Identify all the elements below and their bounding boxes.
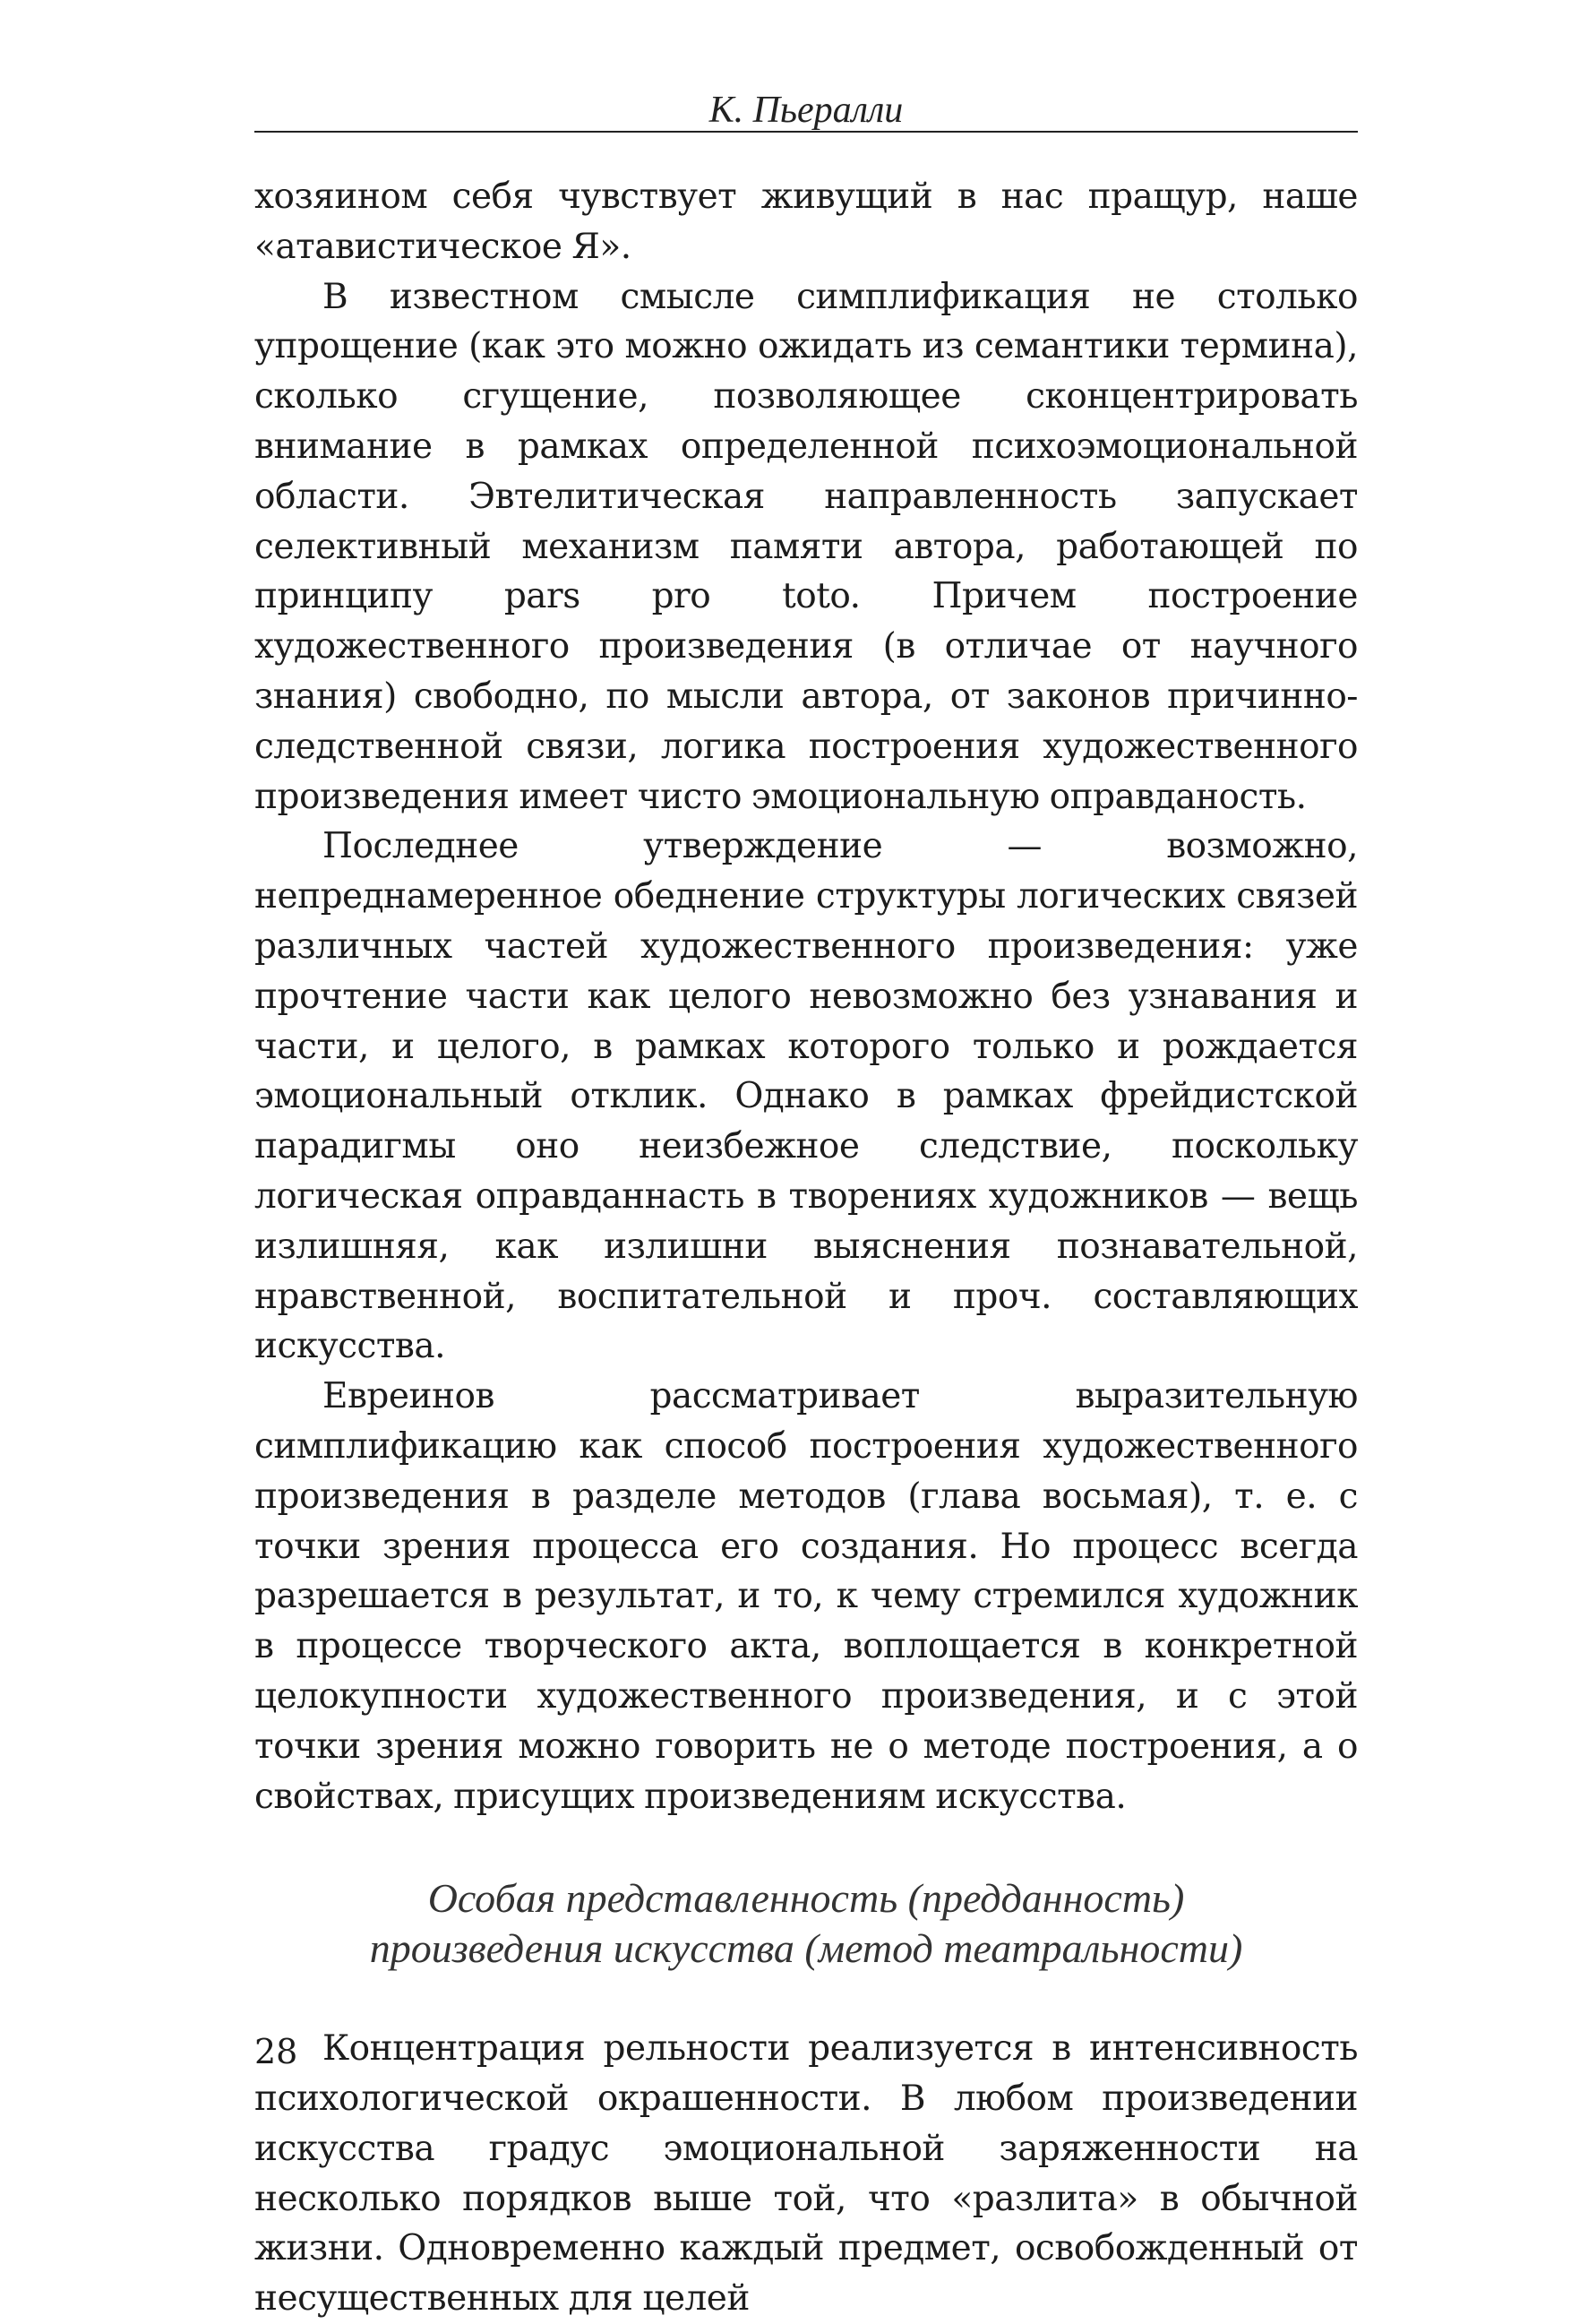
section-heading-line-1: Особая представленность (предданность) — [427, 1875, 1185, 1922]
paragraph-5: Концентрация рельности реализуется в интенсивность психологической окрашенности. В любом произведении искусства градус эмоциональной заряженности на несколько порядков выше той, что «разлита» в обычной жизни. Одновременно каждый предмет, освобожденный от несущественных для целей — [254, 2028, 1358, 2320]
running-head: К. Пьералли — [708, 90, 904, 131]
section-heading-line-2: произведения искусства (метод театральности) — [369, 1925, 1243, 1972]
paragraph-3: Последнее утверждение — возможно, непреднамеренное обеднение структуры логических связей различных частей художественного произведения: уже прочтение части как целого невозможно без узнавания и части, и целого, в рамках которого только и рождается эмоциональный отклик. Однако в рамках фрейдистской парадигмы оно неизбежное следствие, поскольку логическая оправданнасть в творениях художников — вещь излишняя, как излишни выяснения познавательной, нравственной, воспитательной и проч. составляющих искусства. — [254, 826, 1358, 1367]
header-rule — [254, 131, 1358, 133]
section-heading — [254, 1873, 1358, 1974]
paragraph-2: В известном смысле симплификация не столько упрощение (как это можно ожидать из семантики термина), сколько сгущение, позволяющее сконцентрировать внимание в рамках определенной психоэмоциональной области. Эвтелитическая направленность запускает селективный механизм памяти автора, работающей по принципу pars pro toto. Причем построение художественного произведения (в отличае от научного знания) свободно, по мысли автора, от законов причинно-следственной связи, логика построения художественного произведения имеет чисто эмоциональную оправданость. — [254, 276, 1358, 817]
paragraph-1: хозяином себя чувствует живущий в нас пращур, наше «атавистическое Я». — [254, 176, 1358, 267]
page-number: 28 — [254, 2032, 298, 2071]
paragraph-4: Евреинов рассматривает выразительную симплификацию как способ построения художественного произведения в разделе методов (глава восьмая), т. е. с точки зрения процесса его создания. Но процесс всегда разрешается в результат, и то, к чему стремился художник в процессе творческого акта, воплощается в конкретной целокупности художественного произведения, и с этой точки зрения можно говорить не о методе построения, а о свойствах, присущих произведениям искусства. — [254, 1376, 1358, 1817]
main-text — [254, 172, 1358, 2324]
